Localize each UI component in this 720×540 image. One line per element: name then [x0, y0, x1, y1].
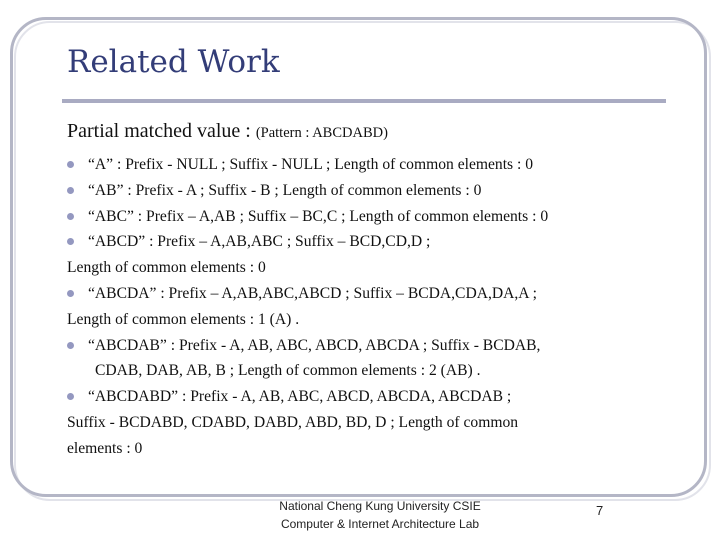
plain-line [67, 255, 667, 281]
slide-title: Related Work [67, 44, 280, 80]
bullet-item [67, 204, 667, 230]
bullet-item [67, 229, 667, 255]
bullet-dot-icon [67, 393, 74, 400]
plain-line [67, 410, 667, 436]
footer [230, 498, 530, 533]
line-text: CDAB, DAB, AB, B ; Length of common elements : 2 (AB) . [95, 362, 481, 380]
bullet-dot-icon [67, 213, 74, 220]
line-text: “A” : Prefix - NULL ; Suffix - NULL ; Length of common elements : 0 [88, 156, 534, 173]
bullet-item [67, 333, 667, 359]
plain-line [67, 436, 667, 462]
title-underline [62, 99, 666, 103]
line-text: “ABCD” : Prefix – A,AB,ABC ; Suffix – BCD,CD,D ; [88, 233, 431, 251]
bullet-dot-icon [67, 238, 74, 245]
subheading [67, 118, 667, 146]
footer-line-2: Computer & Internet Architecture Lab [280, 516, 480, 531]
content-lines [67, 152, 667, 462]
line-text: “ABCDAB” : Prefix - A, AB, ABC, ABCD, ABCDA ; Suffix - BCDAB, [88, 336, 541, 354]
bullet-dot-icon [67, 161, 74, 168]
bullet-item [67, 281, 667, 307]
plain-line [67, 307, 667, 333]
line-text: “ABCDA” : Prefix – A,AB,ABC,ABCD ; Suffix – BCDA,CDA,DA,A ; [88, 284, 537, 302]
slide-body [67, 118, 667, 462]
bullet-dot-icon [67, 290, 74, 297]
page-number: 7 [596, 503, 604, 518]
line-text: elements : 0 [67, 439, 143, 457]
bullet-item [67, 178, 667, 204]
bullet-dot-icon [67, 187, 74, 194]
line-text: “ABC” : Prefix – A,AB ; Suffix – BC,C ; Length of common elements : 0 [88, 207, 549, 225]
bullet-dot-icon [67, 342, 74, 349]
line-text: “AB” : Prefix - A ; Suffix - B ; Length of common elements : 0 [88, 181, 482, 199]
pattern-note: (Pattern : ABCDABD) [255, 125, 388, 141]
line-text: Length of common elements : 1 (A) . [67, 310, 300, 328]
line-text: Length of common elements : 0 [67, 259, 266, 277]
line-text: Suffix - BCDABD, CDABD, DABD, ABD, BD, D ; Length of common [67, 413, 519, 431]
bullet-item [67, 384, 667, 410]
bullet-item [67, 152, 667, 178]
subheading-text: Partial matched value : [67, 120, 251, 142]
line-text: “ABCDABD” : Prefix - A, AB, ABC, ABCD, ABCDA, ABCDAB ; [88, 388, 512, 406]
bullet-continuation [67, 358, 667, 384]
footer-line-1: National Cheng Kung University CSIE [279, 499, 481, 513]
